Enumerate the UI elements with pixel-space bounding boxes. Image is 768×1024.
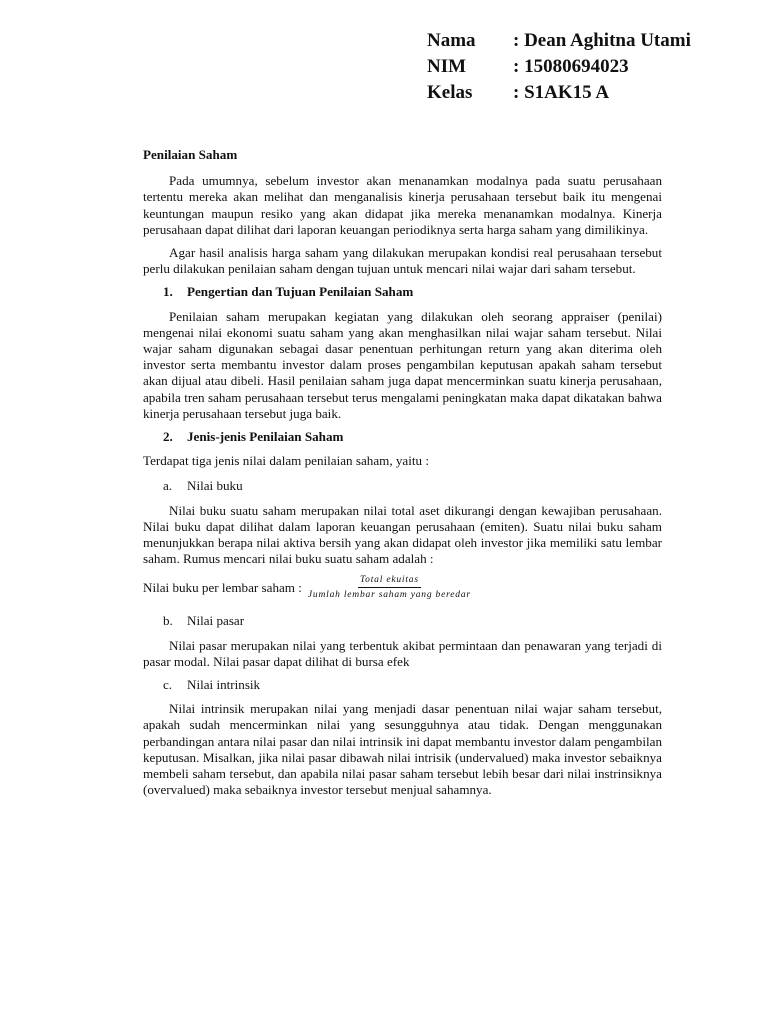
item-a-title: Nilai buku xyxy=(187,478,243,494)
class-value: : S1AK15 A xyxy=(513,82,610,103)
name-value: : Dean Aghitna Utami xyxy=(513,30,691,51)
item-c-label: c. xyxy=(163,677,173,693)
item-c-body: Nilai intrinsik merupakan nilai yang menjadi dasar penentuan nilai wajar saham tersebut, apakah sudah mencerminkan nilai yang sesungguhnya atau tidak. Dengan menggunakan perbandingan antara nilai pasar dan nilai intrinsik ini dapat membantu investor dalam pengambilan keputusan. Misalkan, jika nilai pasar dibawah nilai intrisik (undervalued) maka investor sebaiknya membeli saham tersebut, dan apabila nilai pasar saham tersebut lebih besar dari nilai instrinsiknya (overvalued) maka sebaiknya investor tersebut menjual sahamnya. xyxy=(143,701,662,798)
section-1-body: Penilaian saham merupakan kegiatan yang dilakukan oleh seorang appraiser (penilai) mengenai nilai ekonomi suatu saham yang akan menghasilkan nilai wajar saham tersebut. Nilai wajar saham digunakan sebagai dasar penentuan perhitungan return yang akan diterima oleh investor serta membantu investor dalam proses pengambilan keputusan apakah saham tersebut akan dijual atau dibeli. Hasil penilaian saham juga dapat mencerminkan suatu kinerja perusahaan, apabila tren saham perusahaan tersebut terus mengalami peningkatan maka dapat dikatakan bahwa kinerja perusahaan tersebut juga baik. xyxy=(143,308,662,421)
intro-paragraph-1: Pada umumnya, sebelum investor akan menanamkan modalnya pada suatu perusahaan tertentu mereka akan melihat dan menganalisis kinerja perusahaan tersebut baik itu mengenai keuntungan maupun resiko yang akan didapat jika mereka menanamkan modalnya. Kinerja perusahaan dapat dilihat dari laporan keuangan periodiknya serta harga saham yang dimilikinya. xyxy=(143,173,662,237)
section-2-number: 2. xyxy=(163,429,173,445)
class-row xyxy=(427,80,691,106)
item-a-body: Nilai buku suatu saham merupakan nilai total aset dikurangi dengan kewajiban perusahaan. Nilai buku dapat dilihat dalam laporan keuangan perusahaan (emiten). Suatu nilai buku saham menunjukkan berapa nilai aktiva bersih yang akan didapat oleh investor jika memiliki satu lembar saham. Rumus mencari nilai buku suatu saham adalah : xyxy=(143,502,662,567)
item-b-label: b. xyxy=(163,613,173,629)
formula-fraction xyxy=(306,574,473,601)
formula-numerator: Total ekuitas xyxy=(358,574,421,588)
student-info-header xyxy=(427,28,691,106)
item-c-title: Nilai intrinsik xyxy=(187,677,261,693)
item-c-heading xyxy=(143,677,662,693)
section-1-title: Pengertian dan Tujuan Penilaian Saham xyxy=(187,284,414,300)
section-1-number: 1. xyxy=(163,284,173,300)
section-2-intro: Terdapat tiga jenis nilai dalam penilaian saham, yaitu : xyxy=(143,453,429,469)
class-key: Kelas xyxy=(427,82,473,103)
document-title: Penilaian Saham xyxy=(143,147,238,162)
nim-key: NIM xyxy=(427,56,467,77)
section-2-title: Jenis-jenis Penilaian Saham xyxy=(187,429,344,445)
item-b-heading xyxy=(143,613,662,629)
section-2-heading xyxy=(143,429,662,445)
name-row xyxy=(427,28,691,54)
item-b-title: Nilai pasar xyxy=(187,613,245,629)
item-a-heading xyxy=(143,478,662,494)
section-1-heading xyxy=(143,284,662,300)
nim-value: : 15080694023 xyxy=(513,56,629,77)
intro-paragraph-2: Agar hasil analisis harga saham yang dilakukan merupakan kondisi real perusahaan tersebut perlu dilakukan penilaian saham dengan tujuan untuk mencari nilai wajar dari saham tersebut. xyxy=(143,245,662,277)
formula-label: Nilai buku per lembar saham : xyxy=(143,579,302,595)
nim-row xyxy=(427,54,691,80)
item-b-body: Nilai pasar merupakan nilai yang terbentuk akibat permintaan dan penawaran yang terjadi di pasar modal. Nilai pasar dapat dilihat di bursa efek xyxy=(143,637,662,669)
formula-denominator: Jumlah lembar saham yang beredar xyxy=(307,590,471,601)
item-a-label: a. xyxy=(163,478,173,494)
name-key: Nama xyxy=(427,30,476,51)
book-value-formula xyxy=(143,574,662,601)
document-body xyxy=(143,147,662,806)
